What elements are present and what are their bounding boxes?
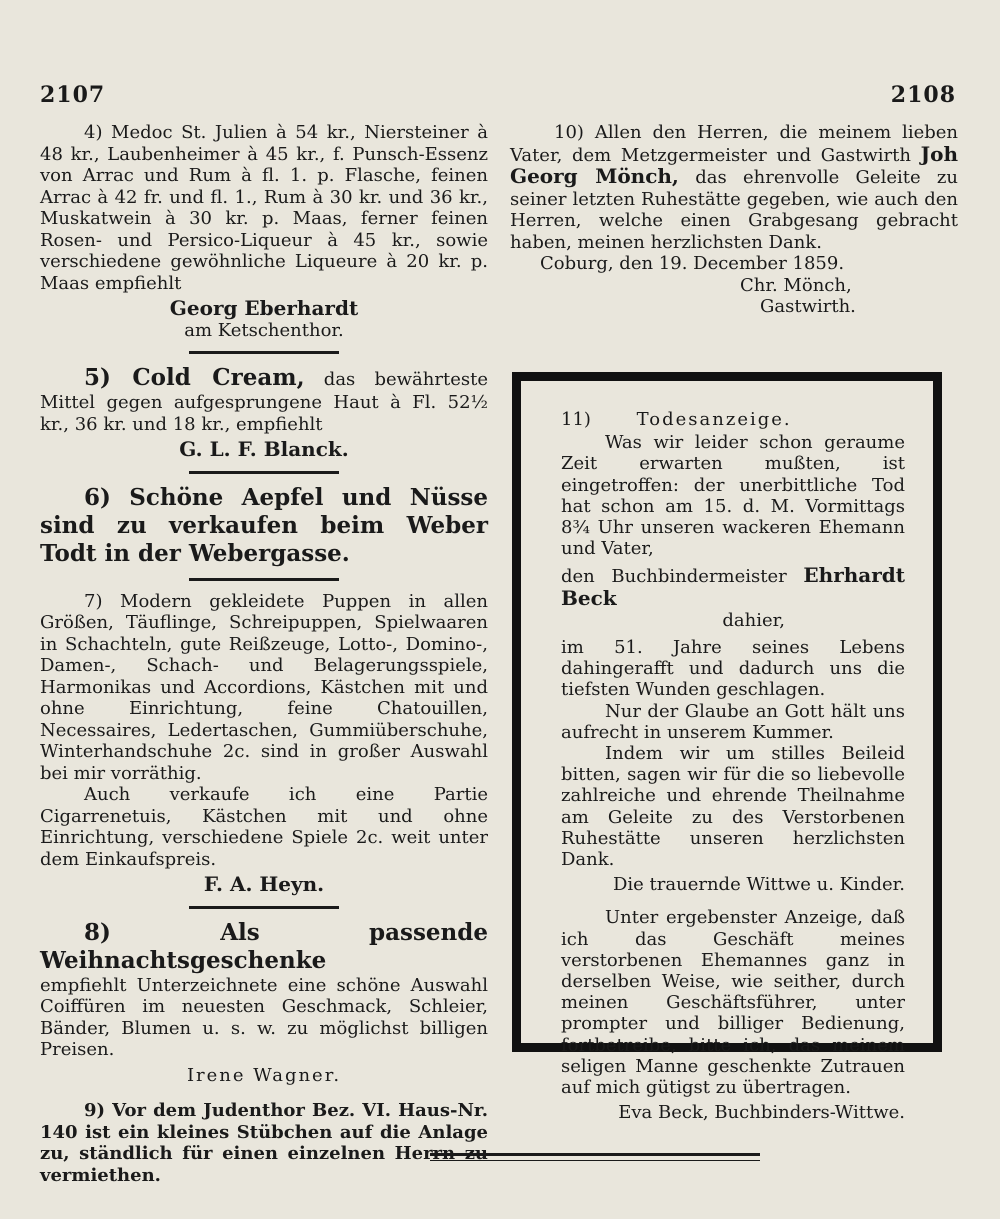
ad-5-signature: G. L. F. Blanck.: [179, 437, 349, 461]
ad-4-text: 4) Medoc St. Julien à 54 kr., Niersteiner à 48 kr., Laubenheimer à 45 kr., f. Punsch-Essenz von Arrac und Rum à fl. 1. p. Flasche, feinen Arrac à 42 fr. und fl. 1., Rum à 30 kr. und 36 kr., Muskatwein à 30 kr. p. Maas, ferner feinen Rosen- und Persico-Liqueur à 45 kr., sowie verschiedene gewöhnliche Liqueure à 20 kr. p. Maas empfiehlt: [40, 122, 488, 294]
ad-10-signature-sub: Gastwirth.: [760, 296, 856, 317]
ad-5: [40, 364, 488, 461]
ad-6: [40, 484, 488, 568]
ad-8-title: 8) Als passende Weihnachtsgeschenke: [40, 918, 488, 974]
ad-7-text-2: Auch verkaufe ich eine Partie Cigarrenetuis, Kästchen mit und ohne Einrichtung, verschiedene Spiele 2c. weit unter dem Einkaufspreis.: [40, 784, 488, 870]
death-notice-p5: Indem wir um stilles Beileid bitten, sagen wir für die so liebevolle zahlreiche und ehrende Theilnahme am Geleite zu des Verstorbenen Ruhestätte unseren herzlichsten Dank.: [561, 743, 905, 871]
right-column: [510, 122, 958, 318]
ad-5-text: das bewährteste Mittel gegen aufgesprungene Haut à Fl. 52½ kr., 36 kr. und 18 kr., empfiehlt: [40, 369, 488, 435]
ad-9-text: 9) Vor dem Judenthor Bez. VI. Haus-Nr. 140 ist ein kleines Stübchen auf die Anlage zu, ständlich für einen einzelnen Herrn zu vermiethen.: [40, 1100, 488, 1186]
page-number-left: 2107: [40, 82, 106, 108]
death-notice-p3: im 51. Jahre seines Lebens dahingerafft und dadurch uns die tiefsten Wunden geschlagen.: [561, 637, 905, 701]
bottom-rule: [430, 1153, 760, 1156]
ad-10: [510, 122, 958, 318]
ad-6-text: 6) Schöne Aepfel und Nüsse sind zu verkaufen beim Weber Todt in der Webergasse.: [40, 483, 488, 567]
separator-rule: [189, 906, 339, 909]
death-notice-title: Todesanzeige.: [636, 409, 792, 430]
death-notice-box: [512, 372, 942, 1124]
separator-rule: [189, 351, 339, 354]
ad-8-text: empfiehlt Unterzeichnete eine schöne Auswahl Coiffüren im neuesten Geschmack, Schleier, Bänder, Blumen u. s. w. zu möglichst billigen Preisen.: [40, 974, 488, 1060]
death-notice-header: [561, 409, 905, 430]
ad-9: [40, 1100, 488, 1186]
separator-rule: [189, 578, 339, 581]
death-notice-signature-2: Eva Beck, Buchbinders-Wittwe.: [618, 1102, 905, 1124]
death-notice-p1: Was wir leider schon geraume Zeit erwarten mußten, ist eingetroffen: der unerbittliche Tod hat schon am 15. d. M. Vormittags 8¾ Uhr unseren wackeren Ehemann und Vater,: [561, 432, 905, 560]
ad-10-text-b: das ehrenvolle Geleite zu seiner letzten Ruhestätte gegeben, wie auch den Herren, welche einen Grabgesang gebracht haben, meinen herzlichsten Dank.: [510, 167, 958, 253]
ad-7-text: 7) Modern gekleidete Puppen in allen Größen, Täuflinge, Schreipuppen, Spielwaaren in Schachteln, gute Reißzeuge, Lotto-, Domino-, Damen-, Schach- und Belagerungsspiele, Harmonikas und Accordions, Kästchen mit und ohne Einrichtung, feine Chatouillen, Necessaires, Ledertaschen, Gummiüberschuhe, Winterhandschuhe 2c. sind in großer Auswahl bei mir vorräthig.: [40, 590, 488, 784]
left-column: [40, 122, 488, 1186]
ad-7-signature: F. A. Heyn.: [203, 872, 325, 896]
page-number-right: 2108: [890, 82, 956, 108]
ad-5-title: 5) Cold Cream,: [84, 364, 305, 391]
ad-10-text-a: 10) Allen den Herren, die meinem lieben Vater, dem Metzgermeister und Gastwirth: [510, 122, 958, 166]
death-notice-p2-b: dahier,: [722, 609, 785, 631]
death-notice-p6: Unter ergebenster Anzeige, daß ich das Geschäft meines verstorbenen Ehemannes ganz in derselben Weise, wie seither, durch meinen Geschäftsführer, unter prompter und billiger Bedienung, fortbetreibe, bitte ich, das meinem seligen Manne geschenkte Zutrauen auf mich gütigst zu übertragen.: [561, 907, 905, 1099]
separator-rule: [189, 471, 339, 474]
ad-10-signature: Chr. Mönch,: [740, 274, 852, 296]
ad-7: [40, 591, 488, 896]
death-notice-name: Ehrhardt Beck: [561, 563, 905, 610]
ad-10-date: Coburg, den 19. December 1859.: [540, 253, 845, 274]
death-notice-p4: Nur der Glaube an Gott hält uns aufrecht in unserem Kummer.: [561, 700, 905, 743]
ad-8: [40, 919, 488, 1087]
death-notice-signature-1: Die trauernde Wittwe u. Kinder.: [612, 874, 905, 896]
ad-4: [40, 122, 488, 341]
ad-4-signature: Georg Eberhardt: [169, 296, 359, 320]
death-notice-p2-a: den Buchbindermeister: [561, 566, 787, 588]
death-notice-number: 11): [561, 409, 591, 430]
ad-10-name: Joh Georg Mönch,: [510, 141, 958, 188]
bottom-rule-thin: [430, 1160, 760, 1161]
ad-8-signature: Irene Wagner.: [186, 1064, 342, 1086]
ad-4-signature-sub: am Ketschenthor.: [184, 319, 344, 341]
